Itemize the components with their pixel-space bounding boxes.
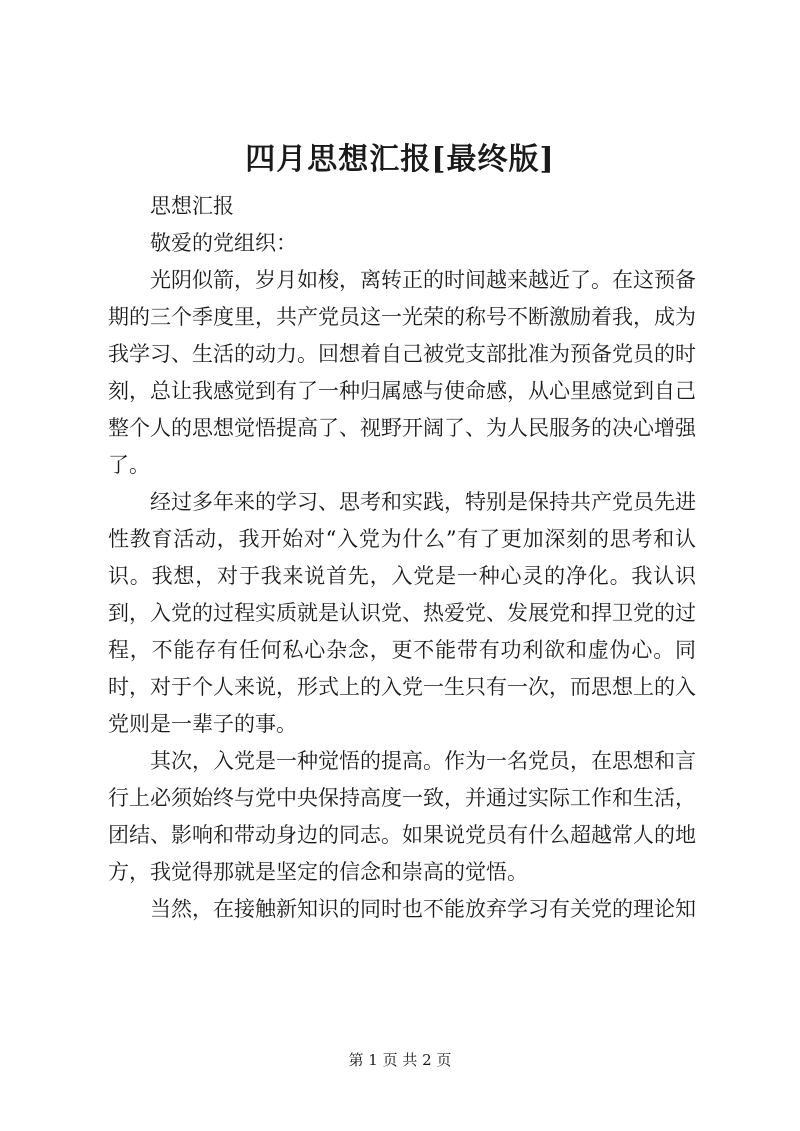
paragraph: 当然，在接触新知识的同时也不能放弃学习有关党的理论知: [150, 897, 696, 921]
paragraph: 光阴似箭，岁月如梭，离转正的时间越来越近了。在这预备期的三个季度里，共产党员这一光荣的称号不断激励着我，成为我学习、生活的动力。回想着自己被党支部批准为预备党员的时刻，总让我感觉到有了一种归属感与使命感，从心里感觉到自己整个人的思想觉悟提高了、视野开阔了、为人民服务的决心增强了。: [108, 268, 696, 477]
paragraph: 其次，入党是一种觉悟的提高。作为一名党员，在思想和言行上必须始终与党中央保持高度一致，并通过实际工作和生活，团结、影响和带动身边的同志。如果说党员有什么超越常人的地方，我觉得那就是坚定的信念和崇高的觉悟。: [108, 749, 696, 884]
page-indicator: 第 1 页 共 2 页: [348, 1051, 452, 1069]
document-title: 四月思想汇报[最终版]: [245, 142, 555, 177]
paragraph: 敬爱的党组织：: [150, 231, 297, 255]
paragraph: 经过多年来的学习、思考和实践，特别是保持共产党员先进性教育活动，我开始对“入党为什么”有了更加深刻的思考和认识。我想，对于我来说首先，入党是一种心灵的净化。我认识到，入党的过程实质就是认识党、热爱党、发展党和捍卫党的过程，不能存有任何私心杂念，更不能带有功利欲和虚伪心。同时，对于个人来说，形式上的入党一生只有一次，而思想上的入党则是一辈子的事。: [108, 490, 696, 736]
page-footer: [0, 1050, 800, 1070]
document-body: [108, 188, 696, 928]
paragraph: 思想汇报: [150, 194, 234, 218]
